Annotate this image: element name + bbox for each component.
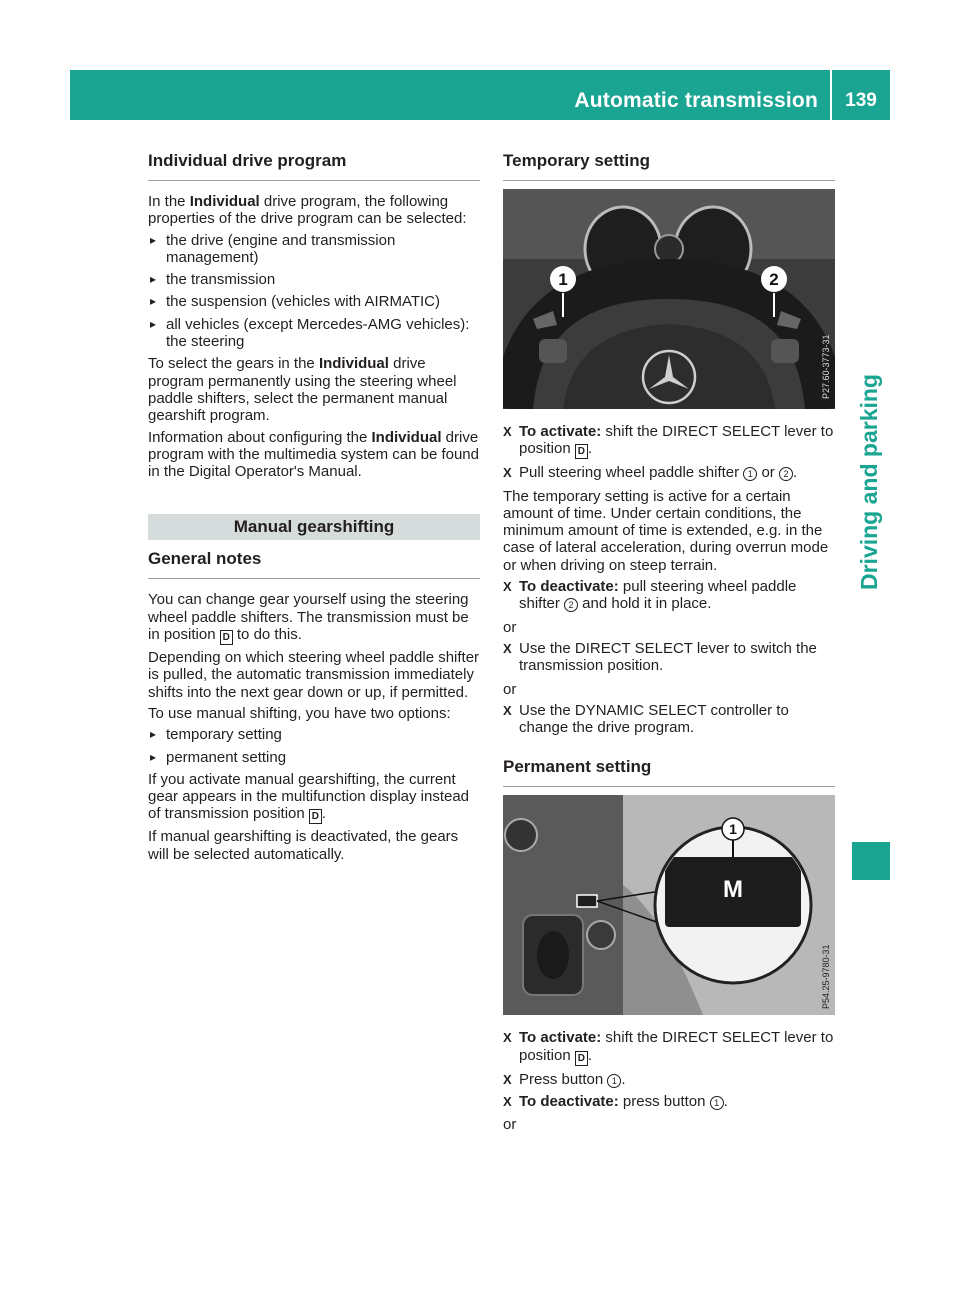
list-item: ▸ the transmission [148, 271, 480, 288]
action-item: X To activate: shift the DIRECT SELECT lever to position D . [503, 423, 835, 459]
callout-ref-1: 1 [743, 467, 757, 481]
action-list [503, 578, 835, 613]
right-column [503, 140, 835, 1138]
paragraph: Depending on which steering wheel paddle shifter is pulled, the automatic transmission immediately shifts into the next gear down or up, if permitted. [148, 649, 480, 701]
list-item: ▸ the drive (engine and transmission management) [148, 232, 480, 267]
list-item: ▸ all vehicles (except Mercedes-AMG vehicles): the steering [148, 316, 480, 351]
list-item: ▸ temporary setting [148, 726, 480, 743]
action-item: X Press button 1 . [503, 1071, 835, 1088]
callout-2: 2 [769, 270, 779, 289]
paragraph: Information about configuring the Individual drive program with the multimedia system can be found in the Digital Operator's Manual. [148, 428, 479, 481]
callout-1: 1 [558, 270, 568, 289]
list-item: ▸ permanent setting [148, 749, 480, 766]
paragraph: In the Individual drive program, the following properties of the drive program can be selected: [148, 193, 467, 228]
running-title: Automatic transmission [574, 89, 818, 112]
list-item: ▸ the suspension (vehicles with AIRMATIC) [148, 293, 480, 310]
callout-ref-2: 2 [779, 467, 793, 481]
gear-d-symbol: D [220, 630, 233, 645]
action-item: X To activate: shift the DIRECT SELECT lever to position D . [503, 1029, 835, 1065]
action-item: X Pull steering wheel paddle shifter 1 or 2 . [503, 464, 835, 481]
action-list [503, 423, 835, 482]
action-item: X Use the DIRECT SELECT lever to switch the transmission position. [503, 640, 835, 675]
section-heading-temporary: Temporary setting [503, 150, 835, 181]
side-tab-marker [852, 842, 890, 880]
paragraph: If you activate manual gearshifting, the current gear appears in the multifunction display instead of transmission position D . [148, 770, 470, 823]
section-heading-individual: Individual drive program [148, 150, 480, 181]
action-item: X Use the DYNAMIC SELECT controller to change the drive program. [503, 702, 835, 737]
section-heading-permanent: Permanent setting [503, 756, 835, 787]
section-heading-general-notes: General notes [148, 548, 480, 579]
callout-ref-1: 1 [607, 1074, 621, 1088]
action-list [503, 1029, 835, 1110]
bullet-list [148, 232, 480, 351]
callout-ref-2: 2 [564, 598, 578, 612]
paragraph: The temporary setting is active for a certain amount of time. Under certain conditions, the minimum amount of time is extended, e.g. in the case of lateral acceleration, during overrun mode or when driving on steep terrain. [503, 487, 829, 574]
chapter-heading-box: Manual gearshifting [148, 514, 480, 540]
figure-code: P54.25-9780-31 [821, 944, 831, 1010]
side-tab-label: Driving and parking [856, 374, 882, 590]
or-text: or [503, 680, 517, 698]
bullet-list [148, 726, 480, 766]
center-console-figure [503, 795, 835, 1015]
callout-ref-1: 1 [710, 1096, 724, 1110]
or-text: or [503, 618, 517, 636]
figure-code: P27.60-3773-31 [821, 334, 831, 399]
paragraph: If manual gearshifting is deactivated, the gears will be selected automatically. [148, 828, 459, 863]
m-button-label: M [723, 876, 743, 904]
action-item: X To deactivate: pull steering wheel paddle shifter 2 and hold it in place. [503, 578, 835, 613]
page-number: 139 [845, 90, 877, 111]
paragraph: To select the gears in the Individual drive program permanently using the steering wheel paddle shifters, select the permanent manual gearshift program. [148, 355, 457, 425]
action-list [503, 702, 835, 737]
gear-d-symbol: D [575, 444, 588, 459]
paragraph: To use manual shifting, you have two options: [148, 704, 451, 722]
gear-d-symbol: D [575, 1051, 588, 1066]
action-item: X To deactivate: press button 1 . [503, 1093, 835, 1110]
paragraph: You can change gear yourself using the steering wheel paddle shifters. The transmission must be in position D to do this. [148, 591, 469, 644]
steering-wheel-figure [503, 189, 835, 409]
gear-d-symbol: D [309, 809, 322, 824]
or-text: or [503, 1116, 517, 1134]
action-list [503, 640, 835, 675]
callout-1: 1 [729, 821, 737, 838]
left-column [148, 140, 480, 867]
